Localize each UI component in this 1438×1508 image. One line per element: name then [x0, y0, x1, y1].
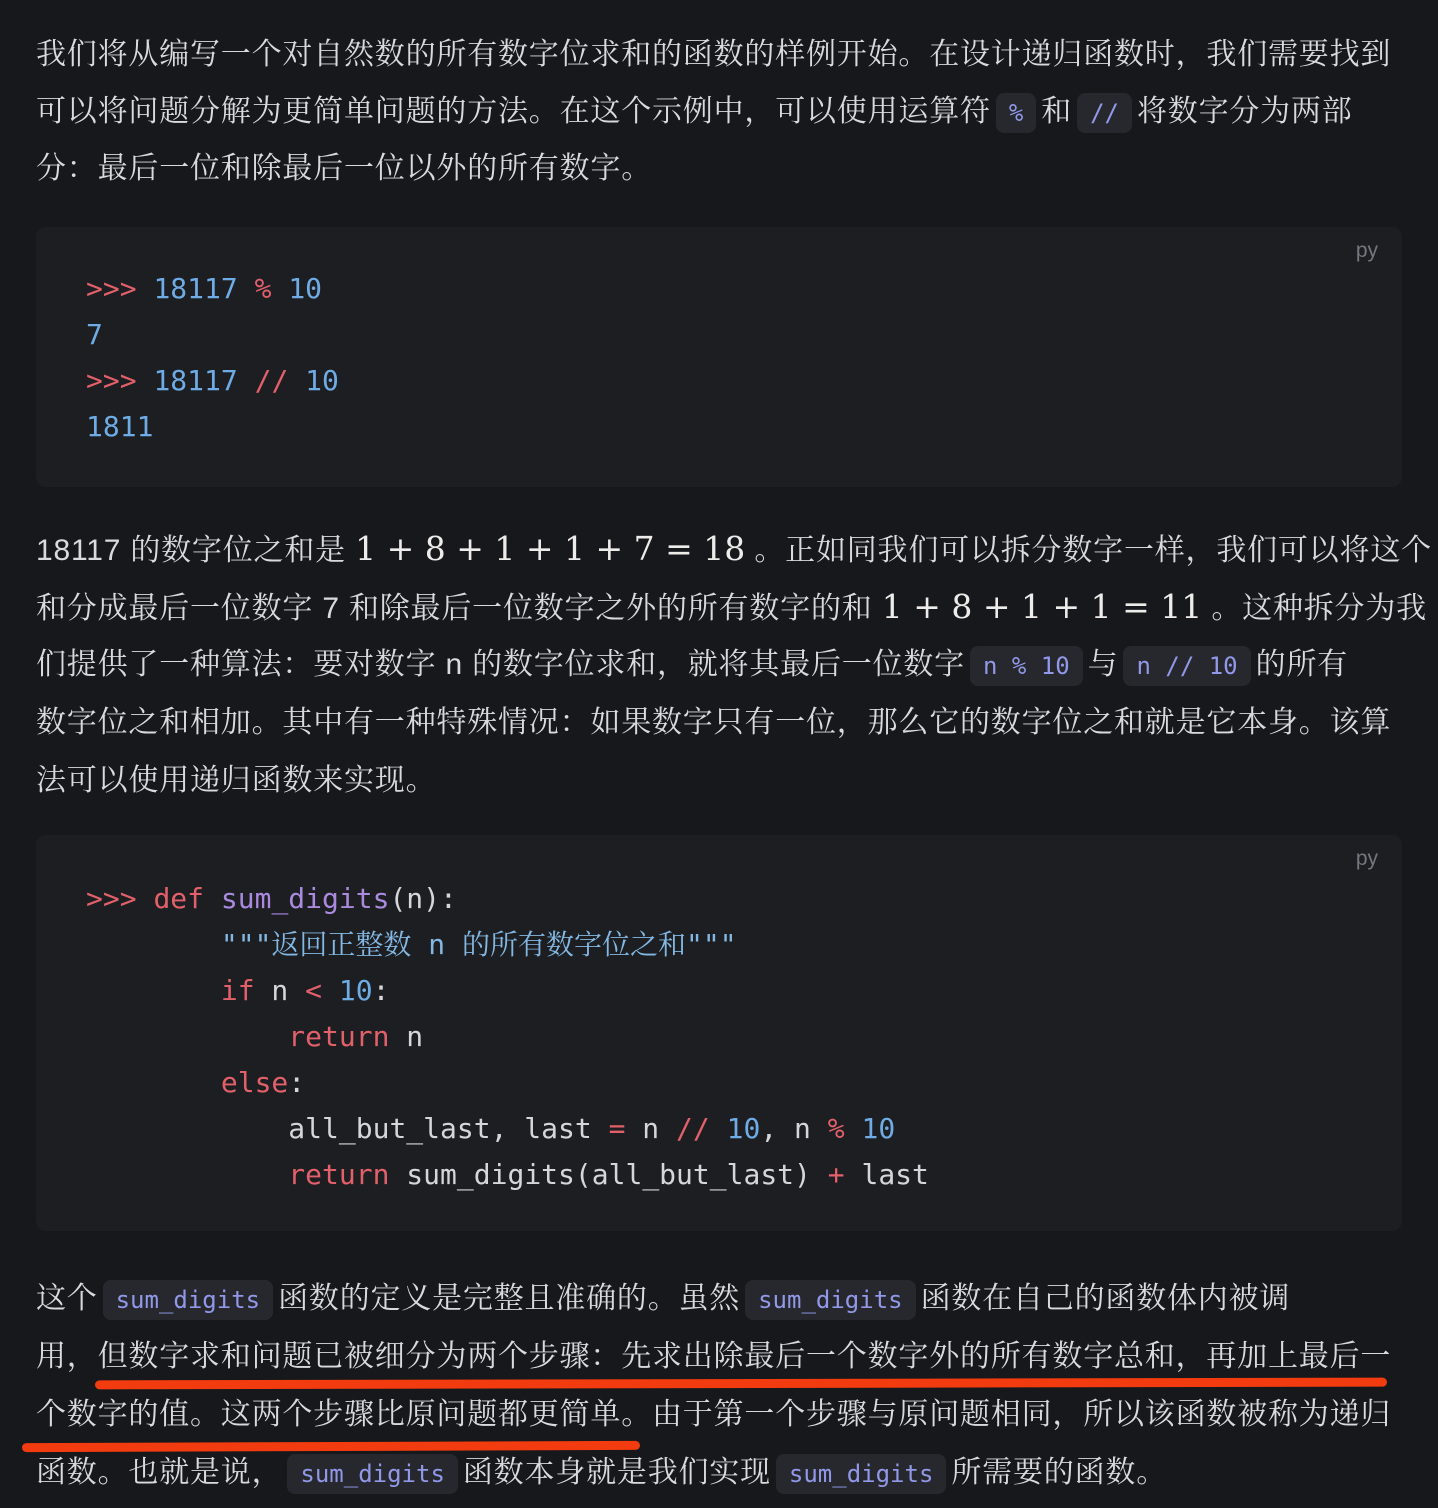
code-token: return	[288, 1020, 390, 1053]
text-line	[36, 1444, 1402, 1502]
code-token: 18117	[153, 364, 238, 397]
code-token	[86, 928, 221, 961]
code-token: %	[254, 272, 272, 305]
code-token: else	[220, 1066, 289, 1099]
math-expression: 1 + 8 + 1 + 1 + 7 = 18	[355, 529, 746, 568]
text-run: 与	[1087, 648, 1119, 681]
code-block-sum-digits-def	[36, 835, 1402, 1231]
code-token	[238, 364, 255, 397]
text-line	[36, 752, 1402, 810]
code-line	[86, 922, 1382, 968]
text-run: 个数字的值。这两个步骤比原问题都更简单。由于第一个步骤与原问题相同，所以该函数被称为递归	[36, 1398, 1392, 1431]
code-line	[86, 876, 1382, 922]
code-token: def	[153, 882, 205, 915]
code-token: return	[288, 1158, 390, 1191]
text-run: 用，但数字求和问题已被细分为两个步骤：先求出除最后一个数字外的所有数字总和，再加上最后一	[36, 1340, 1392, 1373]
inline-code: //	[1077, 93, 1132, 133]
code-language-badge: py	[1355, 847, 1378, 870]
text-run: 18117 的数字位之和是	[36, 534, 356, 567]
code-lines	[86, 876, 1382, 1198]
code-token: 10	[338, 974, 373, 1007]
paragraph-intro	[36, 26, 1402, 197]
code-line	[86, 1106, 1382, 1152]
inline-code: sum_digits	[103, 1280, 274, 1320]
code-token	[271, 272, 288, 305]
text-run: 这个	[36, 1282, 98, 1315]
text-line	[36, 1386, 1402, 1444]
text-run: 所需要的函数。	[951, 1456, 1168, 1489]
code-token: 7	[86, 318, 103, 351]
text-run: 我们将从编写一个对自然数的所有数字位求和的函数的样例开始。在设计递归函数时，我们需要找到	[36, 38, 1392, 71]
text-run: 将数字分为两部	[1136, 95, 1353, 128]
text-line	[36, 636, 1402, 694]
inline-code: n // 10	[1123, 646, 1250, 686]
code-token	[238, 272, 255, 305]
code-token	[845, 1112, 862, 1145]
code-token: //	[676, 1112, 710, 1145]
code-token: , n	[760, 1112, 828, 1145]
text-run: 数字位之和相加。其中有一种特殊情况：如果数字只有一位，那么它的数字位之和就是它本身。该算	[36, 706, 1392, 739]
code-token	[710, 1112, 727, 1145]
code-token: sum_digits	[220, 882, 390, 915]
code-token	[322, 974, 339, 1007]
code-language-badge: py	[1355, 239, 1378, 262]
inline-code: sum_digits	[745, 1280, 916, 1320]
code-token	[86, 1112, 288, 1145]
code-token: n	[625, 1112, 677, 1145]
text-run: 们提供了一种算法：要对数字 n 的数字位求和，就将其最后一位数字	[36, 648, 965, 681]
inline-code: sum_digits	[776, 1454, 947, 1494]
code-token: """返回正整数 n 的所有数字位之和"""	[220, 928, 737, 961]
code-line	[86, 404, 1382, 450]
code-line	[86, 1152, 1382, 1198]
inline-code: %	[996, 93, 1036, 133]
text-run: 函数的定义是完整且准确的。虽然	[278, 1282, 741, 1315]
code-token: >>>	[86, 272, 154, 305]
paragraph-algorithm	[36, 520, 1432, 810]
code-token: <	[305, 974, 323, 1007]
text-run: 和	[1041, 95, 1073, 128]
code-token: 10	[726, 1112, 761, 1145]
code-token: =	[608, 1112, 626, 1145]
code-token: if	[220, 974, 255, 1007]
code-token: all_but_last, last	[288, 1112, 609, 1145]
code-token: 10	[288, 272, 323, 305]
code-token: 18117	[153, 272, 238, 305]
code-line	[86, 968, 1382, 1014]
code-line	[86, 312, 1382, 358]
text-run: 函数。也就是说，	[36, 1456, 283, 1489]
code-token: 10	[861, 1112, 896, 1145]
text-run: 函数在自己的函数体内被调	[920, 1282, 1291, 1315]
code-token	[86, 1158, 288, 1191]
code-token: +	[827, 1158, 845, 1191]
code-token	[204, 882, 221, 915]
code-token: n	[254, 974, 306, 1007]
code-block-repl-split-digits	[36, 227, 1402, 487]
code-token	[86, 1066, 221, 1099]
text-run: 和分成最后一位数字 7 和除最后一位数字之外的所有数字的和	[36, 592, 882, 625]
code-lines	[86, 266, 1382, 450]
code-token: %	[827, 1112, 845, 1145]
text-line	[36, 694, 1402, 752]
code-line	[86, 266, 1382, 312]
code-token	[288, 364, 305, 397]
code-token: last	[844, 1158, 929, 1191]
code-token: :	[288, 1066, 306, 1099]
text-line	[36, 140, 1402, 197]
code-token	[86, 974, 221, 1007]
code-line	[86, 1014, 1382, 1060]
text-line	[36, 1270, 1402, 1328]
text-run: 的所有	[1255, 648, 1349, 681]
code-token: >>>	[86, 882, 154, 915]
code-token: 1811	[86, 410, 154, 443]
math-expression: 1 + 8 + 1 + 1 = 11	[881, 587, 1203, 626]
text-run: 。这种拆分为我	[1202, 592, 1427, 625]
text-line	[36, 26, 1402, 83]
text-line	[36, 520, 1432, 578]
code-line	[86, 358, 1382, 404]
code-token: :	[372, 974, 390, 1007]
text-run: 函数本身就是我们实现	[462, 1456, 771, 1489]
text-line	[36, 578, 1427, 636]
text-run: 。正如同我们可以拆分数字一样，我们可以将这个	[745, 534, 1432, 567]
text-run: 可以将问题分解为更简单问题的方法。在这个示例中，可以使用运算符	[36, 95, 991, 128]
code-token: //	[254, 364, 289, 397]
text-run: 分：最后一位和除最后一位以外的所有数字。	[36, 152, 652, 185]
code-token: sum_digits(all_but_last)	[389, 1158, 828, 1191]
text-line	[36, 83, 1402, 140]
code-token: (n):	[389, 882, 457, 915]
code-token: >>>	[86, 364, 154, 397]
code-token	[86, 1020, 288, 1053]
code-line	[86, 1060, 1382, 1106]
code-token: 10	[305, 364, 339, 397]
inline-code: sum_digits	[287, 1454, 458, 1494]
inline-code: n % 10	[970, 646, 1083, 686]
text-run: 法可以使用递归函数来实现。	[36, 764, 437, 797]
code-token: n	[389, 1020, 424, 1053]
